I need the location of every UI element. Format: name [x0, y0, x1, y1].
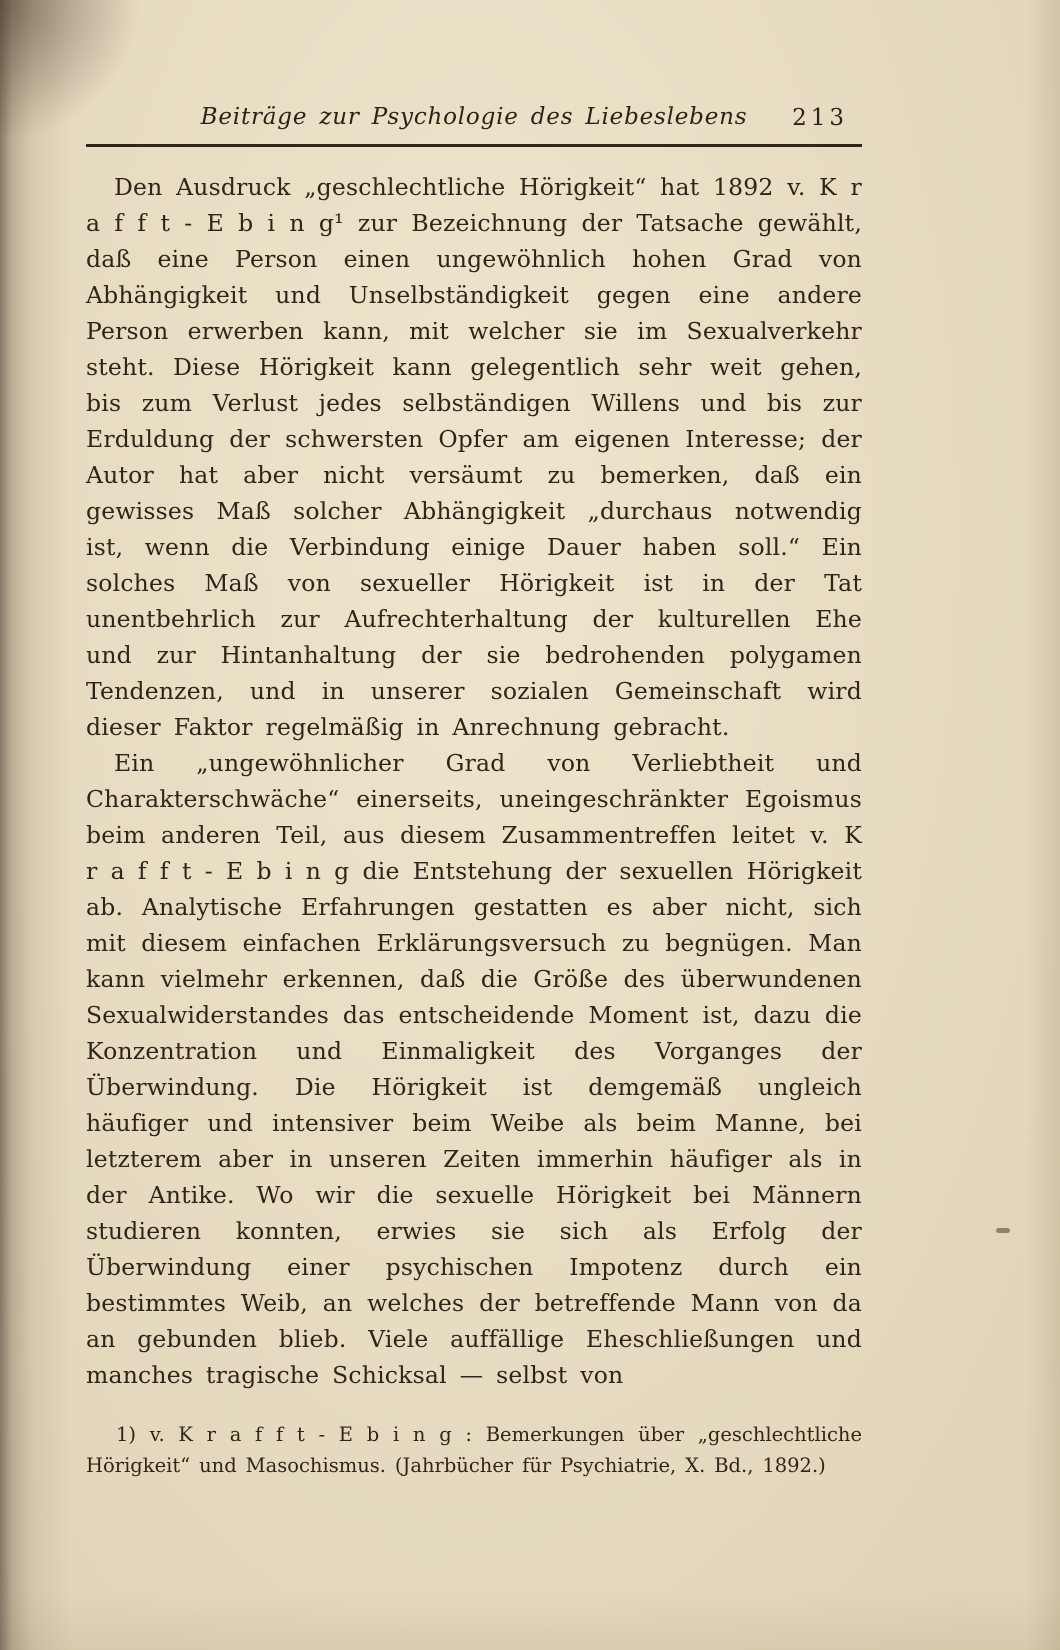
footnote [86, 1419, 862, 1481]
header-rule [86, 144, 862, 147]
paragraph-2: Ein „ungewöhnlicher Grad von Verliebtheit und Charakterschwäche“ einerseits, uneingeschränkter Egoismus beim anderen Teil, aus diesem Zusammentreffen leitet v. K r a f f t - E b i n g die Entstehung der sexuellen Hörigkeit ab. Analytische Erfahrungen gestatten es aber nicht, sich mit diesem einfachen Erklärungsversuch zu begnügen. Man kann vielmehr erkennen, daß die Größe des überwundenen Sexualwiderstandes das entscheidende Moment ist, dazu die Konzentration und Einmaligkeit des Vorganges der Überwindung. Die Hörigkeit ist demgemäß ungleich häufiger und intensiver beim Weibe als beim Manne, bei letzterem aber in unseren Zeiten immerhin häufiger als in der Antike. Wo wir die sexuelle Hörigkeit bei Männern studieren konnten, erwies sie sich als Erfolg der Überwindung einer psychischen Impotenz durch ein bestimmtes Weib, an welches der betreffende Mann von da an gebunden blieb. Viele auffällige Eheschließungen und manches tragische Schicksal — selbst von [86, 749, 862, 1389]
body-text [86, 169, 862, 1393]
paragraph-1: Den Ausdruck „geschlechtliche Hörigkeit“ hat 1892 v. K r a f f t - E b i n g¹ zur Bezeichnung der Tatsache gewählt, daß eine Person einen ungewöhnlich hohen Grad von Abhängigkeit und Unselbständigkeit gegen eine andere Person erwerben kann, mit welcher sie im Sexualverkehr steht. Diese Hörigkeit kann gelegentlich sehr weit gehen, bis zum Verlust jedes selbständigen Willens und bis zur Erduldung der schwersten Opfer am eigenen Interesse; der Autor hat aber nicht versäumt zu bemerken, daß ein gewisses Maß solcher Abhängigkeit „durchaus notwendig ist, wenn die Verbindung einige Dauer haben soll.“ Ein solches Maß von sexueller Hörigkeit ist in der Tat unentbehrlich zur Aufrechterhaltung der kulturellen Ehe und zur Hintanhaltung der sie bedrohenden polygamen Tendenzen, und in unserer sozialen Gemeinschaft wird dieser Faktor regelmäßig in Anrechnung gebracht. [86, 173, 862, 741]
page-content [86, 104, 862, 1481]
running-title: Beiträge zur Psychologie des Liebeslebens [200, 104, 748, 130]
scan-artifact [996, 1228, 1010, 1233]
footnote-text: 1) v. K r a f f t - E b i n g : Bemerkungen über „geschlechtliche Hörigkeit“ und Masochismus. (Jahrbücher für Psychiatrie, X. Bd., 1892.) [86, 1423, 862, 1477]
page-header [86, 104, 862, 138]
page-number: 213 [792, 105, 848, 131]
